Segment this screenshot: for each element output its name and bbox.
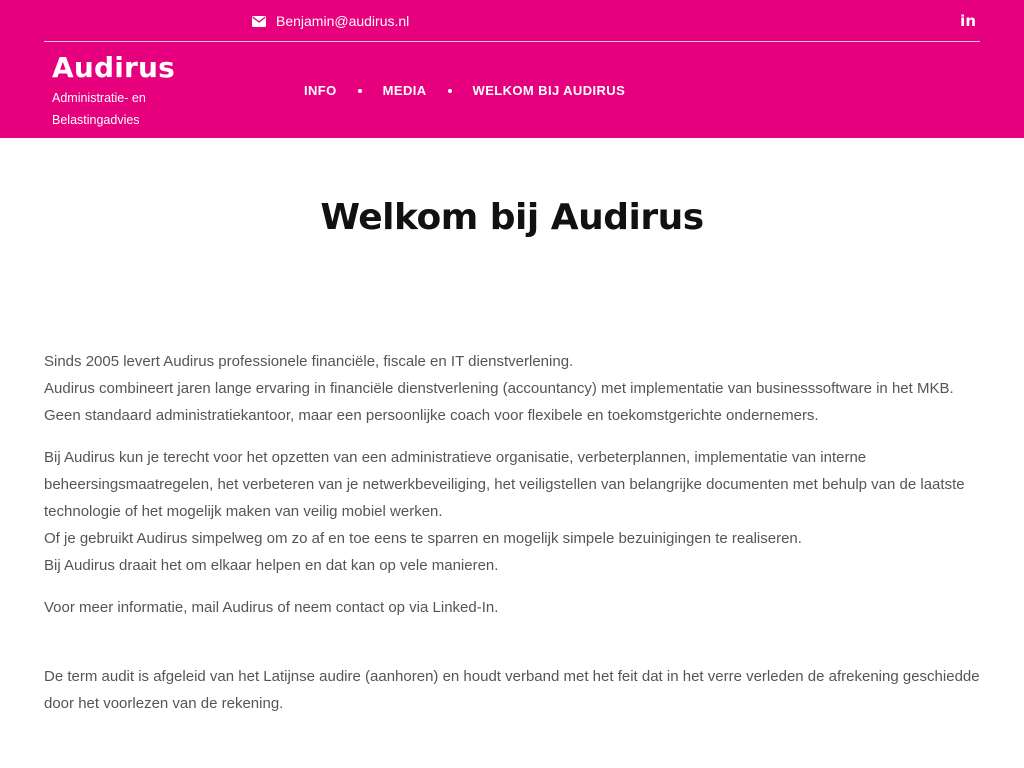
paragraph-line: Bij Audirus kun je terecht voor het opzetten van een administratieve organisatie, verbeterplannen, implementatie van interne beheersingsmaatregelen, het verbeteren van je netwerkbeveiliging, het veiligstellen van belangrijke documenten met behulp van de laatste technologie of het mogelijk maken van veilig mobiel werken.: [44, 449, 965, 520]
paragraph-line: De term audit is afgeleid van het Latijnse audire (aanhoren) en houdt verband met het feit dat in het verre verleden de afrekening geschiedde door het voorlezen van de rekening.: [44, 668, 980, 712]
email-contact: [252, 12, 409, 30]
nav-link-welkom[interactable]: WELKOM BIJ AUDIRUS: [472, 83, 626, 98]
paragraph-line: Bij Audirus draait het om elkaar helpen en dat kan op vele manieren.: [44, 557, 499, 574]
main-content: [44, 348, 984, 732]
etymology-paragraph: [44, 663, 984, 717]
nav-item-welkom: [427, 82, 626, 100]
email-link[interactable]: Benjamin@audirus.nl: [276, 13, 410, 29]
paragraph-line: Geen standaard administratiekantoor, maar een persoonlijke coach voor flexibele en toekomstgerichte ondernemers.: [44, 407, 819, 424]
linkedin-icon[interactable]: in: [960, 12, 976, 30]
nav-separator-dot: [448, 89, 452, 93]
site-tagline: Administratie- en Belastingadvies: [52, 91, 146, 127]
intro-paragraph: [44, 348, 984, 429]
site-header: [0, 0, 1024, 138]
paragraph-line: Of je gebruikt Audirus simpelweg om zo af en toe eens te sparren en mogelijk simpele bezuinigingen te realiseren.: [44, 530, 802, 547]
envelope-icon: [252, 16, 266, 27]
page-title: Welkom bij Audirus: [320, 197, 704, 238]
services-paragraph: [44, 444, 984, 579]
top-bar: [44, 0, 980, 42]
contact-paragraph: [44, 594, 984, 621]
nav-separator-dot: [358, 89, 362, 93]
paragraph-line: Sinds 2005 levert Audirus professionele financiële, fiscale en IT dienstverlening.: [44, 353, 574, 370]
paragraph-line: Voor meer informatie, mail Audirus of neem contact op via Linked-In.: [44, 599, 499, 616]
site-logo-title[interactable]: Audirus: [52, 51, 176, 84]
paragraph-line: Audirus combineert jaren lange ervaring in financiële dienstverlening (accountancy) met implementatie van businesssoftware in het MKB.: [44, 380, 954, 397]
brand: [52, 52, 175, 131]
main-navigation: [304, 82, 625, 100]
nav-item-info: [304, 82, 337, 100]
nav-item-media: [337, 82, 427, 100]
nav-link-media[interactable]: MEDIA: [382, 83, 427, 98]
nav-link-info[interactable]: INFO: [304, 83, 337, 98]
